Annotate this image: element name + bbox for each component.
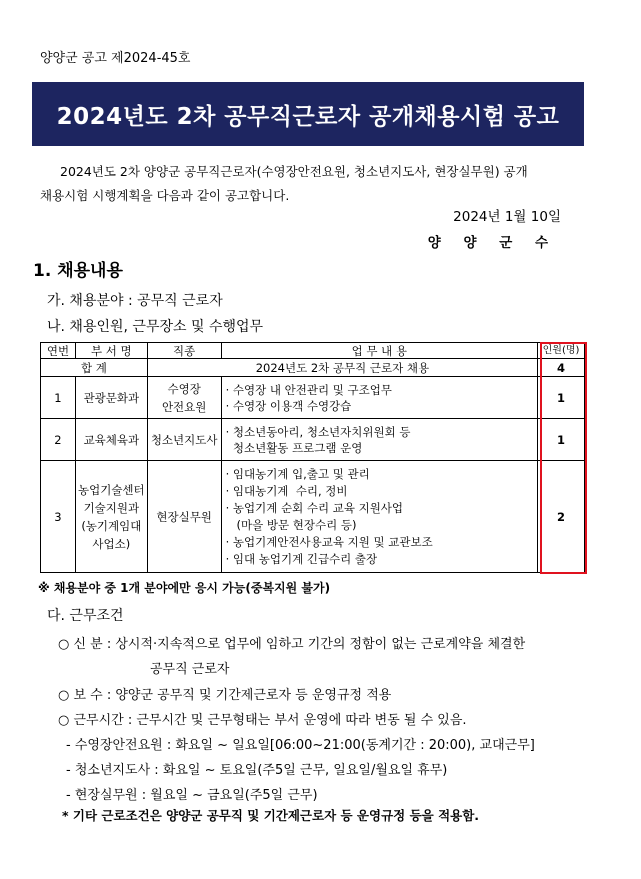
total-desc: 2024년도 2차 공무직 근로자 채용: [147, 359, 537, 377]
row-no: 2: [41, 419, 76, 461]
table-row: [41, 419, 585, 461]
notice-date: 2024년 1월 10일: [453, 209, 561, 225]
total-count: 4: [538, 359, 585, 377]
row-duties: [221, 419, 537, 461]
row-duties: [221, 377, 537, 419]
row-dept: 관광문화과: [75, 377, 147, 419]
condition-pay: ○ 보 수 : 양양군 공무직 및 기간제근로자 등 운영규정 적용: [58, 688, 392, 703]
header-count: 인원(명): [538, 343, 585, 359]
row-count: 1: [538, 377, 585, 419]
hours-item: - 청소년지도사 : 화요일 ~ 토요일(주5일 근무, 일요일/월요일 휴무): [66, 763, 448, 778]
hours-item: - 수영장안전요원 : 화요일 ~ 일요일[06:00~21:00(동계기간 : 20:00), 교대근무]: [66, 738, 535, 753]
intro-line-2: 채용시험 시행계획을 다음과 같이 공고합니다.: [40, 188, 290, 203]
notice-number: 양양군 공고 제2024-45호: [40, 51, 191, 66]
item-recruit-details: 나. 채용인원, 근무장소 및 수행업무: [47, 319, 264, 335]
duty-line: · 수영장 내 안전관리 및 구조업무: [225, 382, 392, 397]
duty-line: · 청소년동아리, 청소년자치위원회 등: [225, 424, 411, 439]
condition-status: ○ 신 분 : 상시적·지속적으로 업무에 임하고 기간의 정함이 없는 근로계약을 체결한: [58, 637, 526, 652]
row-job: 청소년지도사: [147, 419, 221, 461]
table-total-row: [41, 359, 585, 377]
signer: 양 양 군 수: [427, 235, 557, 251]
duty-line: · 농업기계 순회 수리 교육 지원사업: [225, 500, 404, 515]
row-duties: [221, 461, 537, 573]
table-row: [41, 461, 585, 573]
row-no: 3: [41, 461, 76, 573]
intro-paragraph: [40, 160, 595, 208]
page-title: 2024년도 2차 공무직근로자 공개채용시험 공고: [56, 103, 560, 130]
row-dept: 농업기술센터 기술지원과 (농기계임대 사업소): [75, 461, 147, 573]
row-job: 수영장 안전요원: [147, 377, 221, 419]
header-dept: 부 서 명: [75, 343, 147, 359]
row-job: 현장실무원: [147, 461, 221, 573]
table-header-row: [41, 343, 585, 359]
duty-line: · 농업기계안전사용교육 지원 및 교관보조: [225, 534, 433, 549]
header-no: 연번: [41, 343, 76, 359]
condition-status-cont: 공무직 근로자: [150, 662, 230, 677]
section-title: 1. 채용내용: [33, 261, 123, 281]
duty-line: · 수영장 이용객 수영강습: [225, 398, 352, 413]
duty-line: 청소년활동 프로그램 운영: [225, 440, 363, 455]
recruitment-table: [40, 342, 585, 573]
header-duties: 업 무 내 용: [221, 343, 537, 359]
total-label: 합 계: [41, 359, 148, 377]
row-dept: 교육체육과: [75, 419, 147, 461]
duty-line: · 임대농기계 수리, 정비: [225, 483, 348, 498]
table-row: [41, 377, 585, 419]
conditions-title: 다. 근무조건: [47, 608, 124, 624]
condition-hours: ○ 근무시간 : 근무시간 및 근무형태는 부서 운영에 따라 변동 될 수 있음.: [58, 713, 467, 728]
row-no: 1: [41, 377, 76, 419]
row-count: 2: [538, 461, 585, 573]
duty-line: · 임대농기계 입,출고 및 관리: [225, 466, 370, 481]
hours-item: - 현장실무원 : 월요일 ~ 금요일(주5일 근무): [66, 788, 318, 803]
final-note: * 기타 근로조건은 양양군 공무직 및 기간제근로자 등 운영규정 등을 적용함.: [62, 808, 480, 823]
title-banner: [32, 82, 584, 146]
item-recruit-field: 가. 채용분야 : 공무직 근로자: [47, 293, 223, 309]
header-job: 직종: [147, 343, 221, 359]
row-count: 1: [538, 419, 585, 461]
duty-line: · 임대 농업기계 긴급수리 출장: [225, 551, 378, 566]
duty-line: (마을 방문 현장수리 등): [225, 517, 357, 532]
intro-line-1: 2024년도 2차 양양군 공무직근로자(수영장안전요원, 청소년지도사, 현장실무원) 공개: [60, 164, 528, 179]
table-note: ※ 채용분야 중 1개 분야에만 응시 가능(중복지원 불가): [38, 581, 331, 595]
